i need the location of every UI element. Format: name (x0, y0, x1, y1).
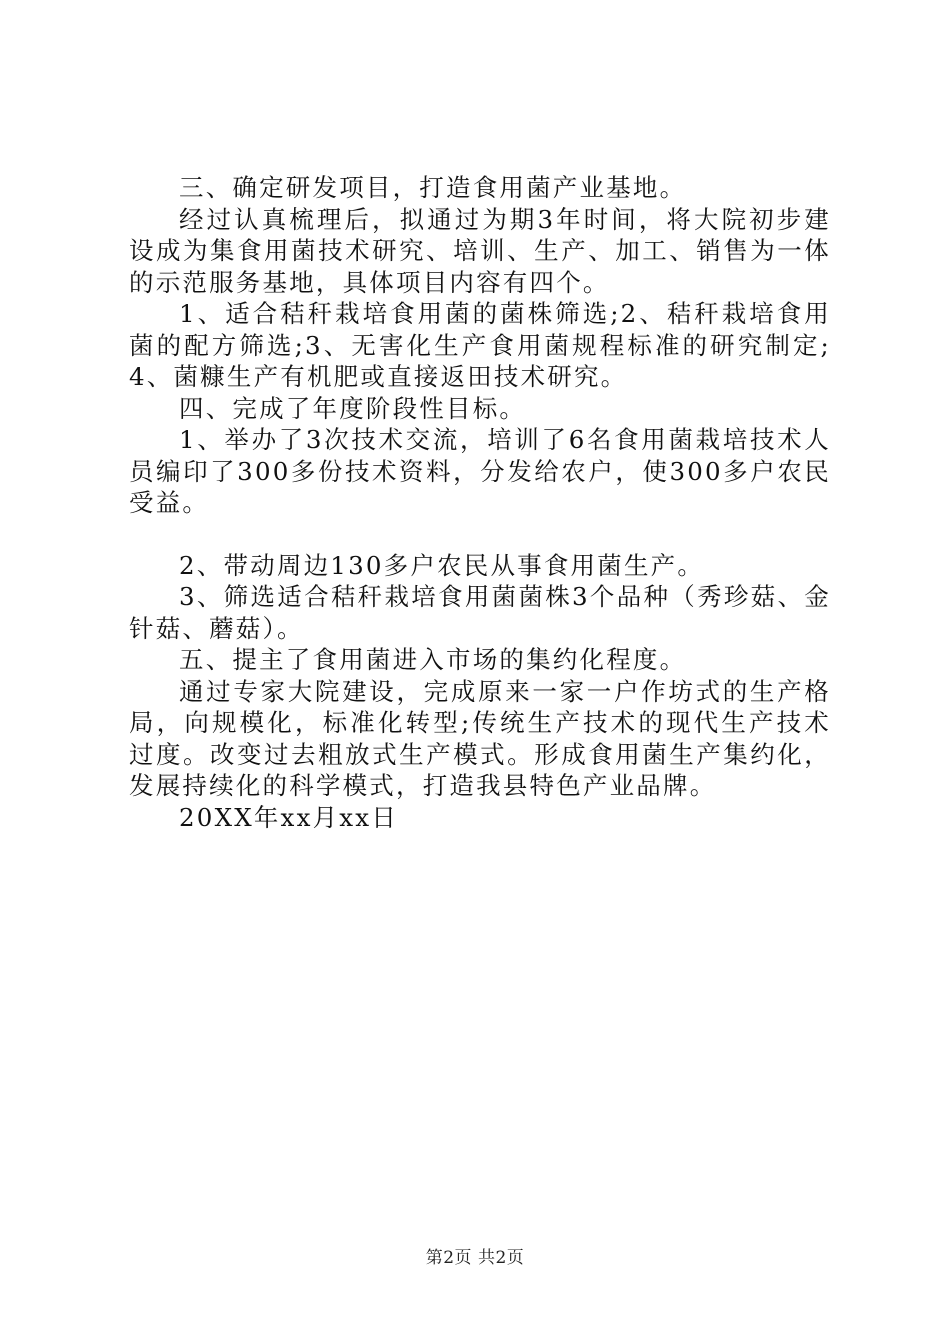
document-body (129, 172, 831, 833)
list-item-1: 1、举办了3次技术交流，培训了6名食用菌栽培技术人员编印了300多份技术资料，分发给农户，使300多户农民受益。 (129, 425, 831, 517)
paragraph-plan: 经过认真梳理后，拟通过为期3年时间，将大院初步建设成为集食用菌技术研究、培训、生产、加工、销售为一体的示范服务基地，具体项目内容有四个。 (129, 204, 831, 297)
document-date: 20XX年xx月xx日 (179, 802, 399, 832)
section-heading-3: 三、确定研发项目，打造食用菌产业基地。 (179, 173, 687, 202)
list-item-3: 3、筛选适合秸秆栽培食用菌菌株3个品种（秀珍菇、金针菇、蘑菇）。 (129, 582, 831, 643)
section-heading-4: 四、完成了年度阶段性目标。 (179, 393, 527, 423)
list-item-2: 2、带动周边130多户农民从事食用菌生产。 (179, 550, 705, 580)
paragraph-conclusion: 通过专家大院建设，完成原来一家一户作坊式的生产格局，向规模化，标准化转型;传统生产技术的现代生产技术过度。改变过去粗放式生产模式。形成食用菌生产集约化，发展持续化的科学模式，打造我县特色产业品牌。 (129, 676, 831, 800)
section-heading-5: 五、提主了食用菌进入市场的集约化程度。 (179, 645, 687, 674)
page-number-footer: 第2页 共2页 (425, 1248, 525, 1268)
paragraph-project-list: 1、适合秸秆栽培食用菌的菌株筛选;2、秸秆栽培食用菌的配方筛选;3、无害化生产食用菌规程标准的研究制定;4、菌糠生产有机肥或直接返田技术研究。 (129, 299, 831, 391)
